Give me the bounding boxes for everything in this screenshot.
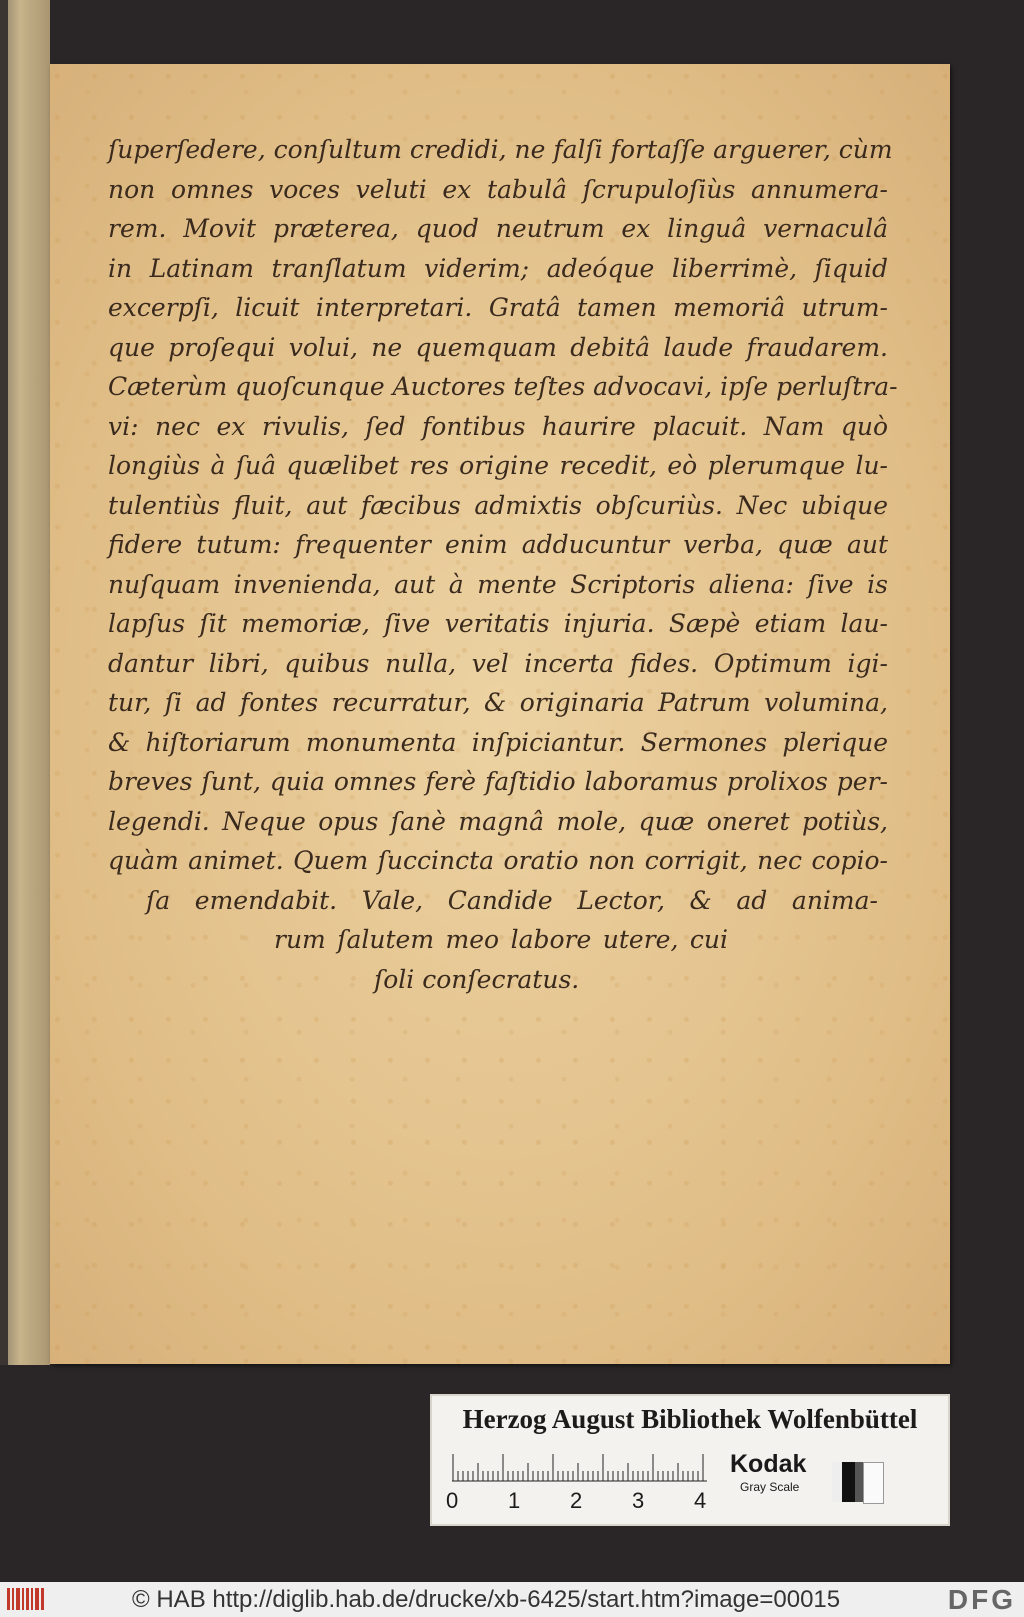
text-line: Cæterùm quoſcunque Auctores teſtes advocavi, ipſe perluſtra- xyxy=(108,372,898,401)
copyright-link[interactable]: © HAB http://diglib.hab.de/drucke/xb-6425/start.htm?image=00015 xyxy=(132,1586,841,1613)
ruler-number: 4 xyxy=(694,1488,707,1513)
text-line: vi: nec ex rivulis, ſed fontibus haurire placuit. Nam quò xyxy=(108,411,888,441)
library-name: Herzog August Bibliothek Wolfenbüttel xyxy=(462,1404,918,1434)
text-line: & hiſtoriarum monumenta inſpiciantur. Sermones plerique xyxy=(108,727,888,757)
gray-scale-label: Gray Scale xyxy=(740,1480,800,1494)
text-line: breves ſunt, quia omnes ferè faſtidio laboramus prolixos per- xyxy=(108,767,888,796)
adjacent-page-edge xyxy=(0,0,50,1365)
text-line: ſa emendabit. Vale, Candide Lector, & ad anima- xyxy=(146,885,878,915)
text-line: que proſequi volui, ne quemquam debitâ laude fraudarem. xyxy=(108,332,888,362)
footer-bar xyxy=(0,1582,1024,1617)
page-text xyxy=(108,130,898,999)
text-line: fidere tutum: frequenter enim adducuntur verba, quæ aut xyxy=(108,530,888,559)
text-line: non omnes voces veluti ex tabulâ ſcrupuloſiùs annumera- xyxy=(108,174,888,204)
ruler-number: 2 xyxy=(570,1488,583,1513)
text-line: tulentiùs fluit, aut fæcibus admixtis obſcuriùs. Nec ubique xyxy=(108,490,888,520)
library-color-card xyxy=(430,1394,950,1526)
dfg-logo: DFG xyxy=(947,1584,1016,1615)
ruler-number: 1 xyxy=(508,1488,521,1513)
text-line: in Latinam tranſlatum viderim; adeóque liberrimè, ſiquid xyxy=(108,253,888,283)
kodak-logo: Kodak xyxy=(730,1450,807,1478)
text-line: tur, ſi ad fontes recurratur, & originaria Patrum volumina, xyxy=(108,688,888,717)
text-line: nuſquam invenienda, aut à mente Scriptoris aliena: ſive is xyxy=(108,569,888,599)
text-line: excerpſi, licuit interpretari. Gratâ tamen memoriâ utrum- xyxy=(108,293,888,322)
text-line: lapſus ſit memoriæ, ſive veritatis injuria. Sæpè etiam lau- xyxy=(108,609,888,638)
text-line: dantur libri, quibus nulla, vel incerta fides. Optimum igi- xyxy=(108,648,888,678)
ruler-number: 3 xyxy=(632,1488,645,1513)
text-line: ſuperſedere, conſultum credidi, ne falſi fortaſſe arguerer, cùm xyxy=(108,135,893,164)
ruler-icon xyxy=(452,1454,707,1482)
text-line: quàm animet. Quem ſuccincta oratio non corrigit, nec copio- xyxy=(108,846,888,875)
barcode-icon xyxy=(6,1586,46,1612)
text-line: rum ſalutem meo labore utere, cui xyxy=(274,925,728,954)
book-page xyxy=(50,64,950,1364)
ruler-number: 0 xyxy=(446,1488,459,1513)
text-line: rem. Movit præterea, quod neutrum ex linguâ vernaculâ xyxy=(108,214,888,243)
text-line: ſoli conſecratus. xyxy=(374,964,580,994)
text-line: legendi. Neque opus ſanè magnâ mole, quæ oneret potiùs, xyxy=(108,806,888,836)
gray-scale-swatch xyxy=(832,1462,884,1502)
text-line: longiùs à ſuâ quælibet res origine recedit, eò plerumque lu- xyxy=(108,451,888,480)
